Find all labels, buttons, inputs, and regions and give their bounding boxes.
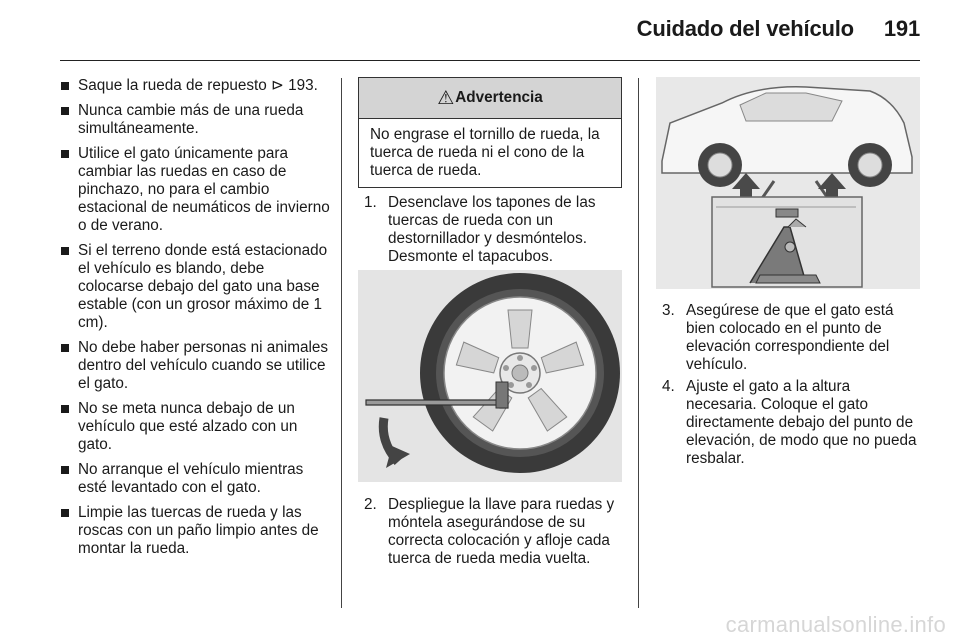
step-1 [364, 194, 626, 266]
list-item: Saque la rueda de repuesto ⊳ 193. [60, 77, 330, 95]
column-divider-left [341, 78, 342, 608]
step-text: Asegúrese de que el gato está bien colocado en el punto de elevación correspondiente del vehículo. [686, 302, 894, 373]
watermark: carmanualsonline.info [725, 612, 946, 637]
list-item: Si el terreno donde está estacionado el vehículo es blando, debe colocarse debajo del gato una base estable (con un grosor máximo de 1 cm). [60, 242, 330, 332]
wheel-wrench-illustration [358, 270, 622, 482]
warning-box [358, 77, 622, 188]
section-title: Cuidado del vehículo [636, 16, 854, 41]
list-item: Utilice el gato únicamente para cambiar las ruedas en caso de pinchazo, no para el cambio estacional de neumáticos de invierno o de verano. [60, 145, 330, 235]
warning-text: No engrase el tornillo de rueda, la tuerca de rueda ni el cono de la tuerca de rueda. [370, 126, 600, 179]
step-text: Ajuste el gato a la altura necesaria. Coloque el gato directamente debajo del punto de elevación, de modo que no pueda resbalar. [686, 378, 917, 467]
step-number: 1. [364, 194, 377, 211]
column-divider-right [638, 78, 639, 608]
step-number: 4. [662, 378, 675, 395]
warning-triangle-icon: ⚠ [437, 87, 455, 109]
list-item: Nunca cambie más de una rueda simultáneamente. [60, 102, 330, 138]
step-3 [662, 302, 924, 374]
step-number: 3. [662, 302, 675, 319]
list-item: No se meta nunca debajo de un vehículo que esté alzado con un gato. [60, 400, 330, 454]
warning-header [359, 78, 621, 119]
car-jack-drawing [656, 77, 920, 289]
warning-title: Advertencia [455, 89, 543, 106]
step-number: 2. [364, 496, 377, 513]
precautions-list [60, 77, 330, 565]
list-item: Limpie las tuercas de rueda y las roscas con un paño limpio antes de montar la rueda. [60, 504, 330, 558]
wheel-wrench-drawing [358, 270, 622, 482]
list-item: No debe haber personas ni animales dentro del vehículo cuando se utilice el gato. [60, 339, 330, 393]
step-text: Desenclave los tapones de las tuercas de rueda con un destornillador y desmóntelos. Desmonte el tapacubos. [388, 194, 596, 265]
step-2 [364, 496, 626, 568]
step-text: Despliegue la llave para ruedas y móntela asegurándose de su correcta colocación y afloje cada tuerca de rueda media vuelta. [388, 496, 615, 567]
car-jack-illustration [656, 77, 920, 289]
list-item: No arranque el vehículo mientras esté levantado con el gato. [60, 461, 330, 497]
header-rule [60, 60, 920, 61]
page-header [637, 16, 920, 42]
page-number: 191 [883, 16, 920, 41]
step-4 [662, 378, 924, 468]
